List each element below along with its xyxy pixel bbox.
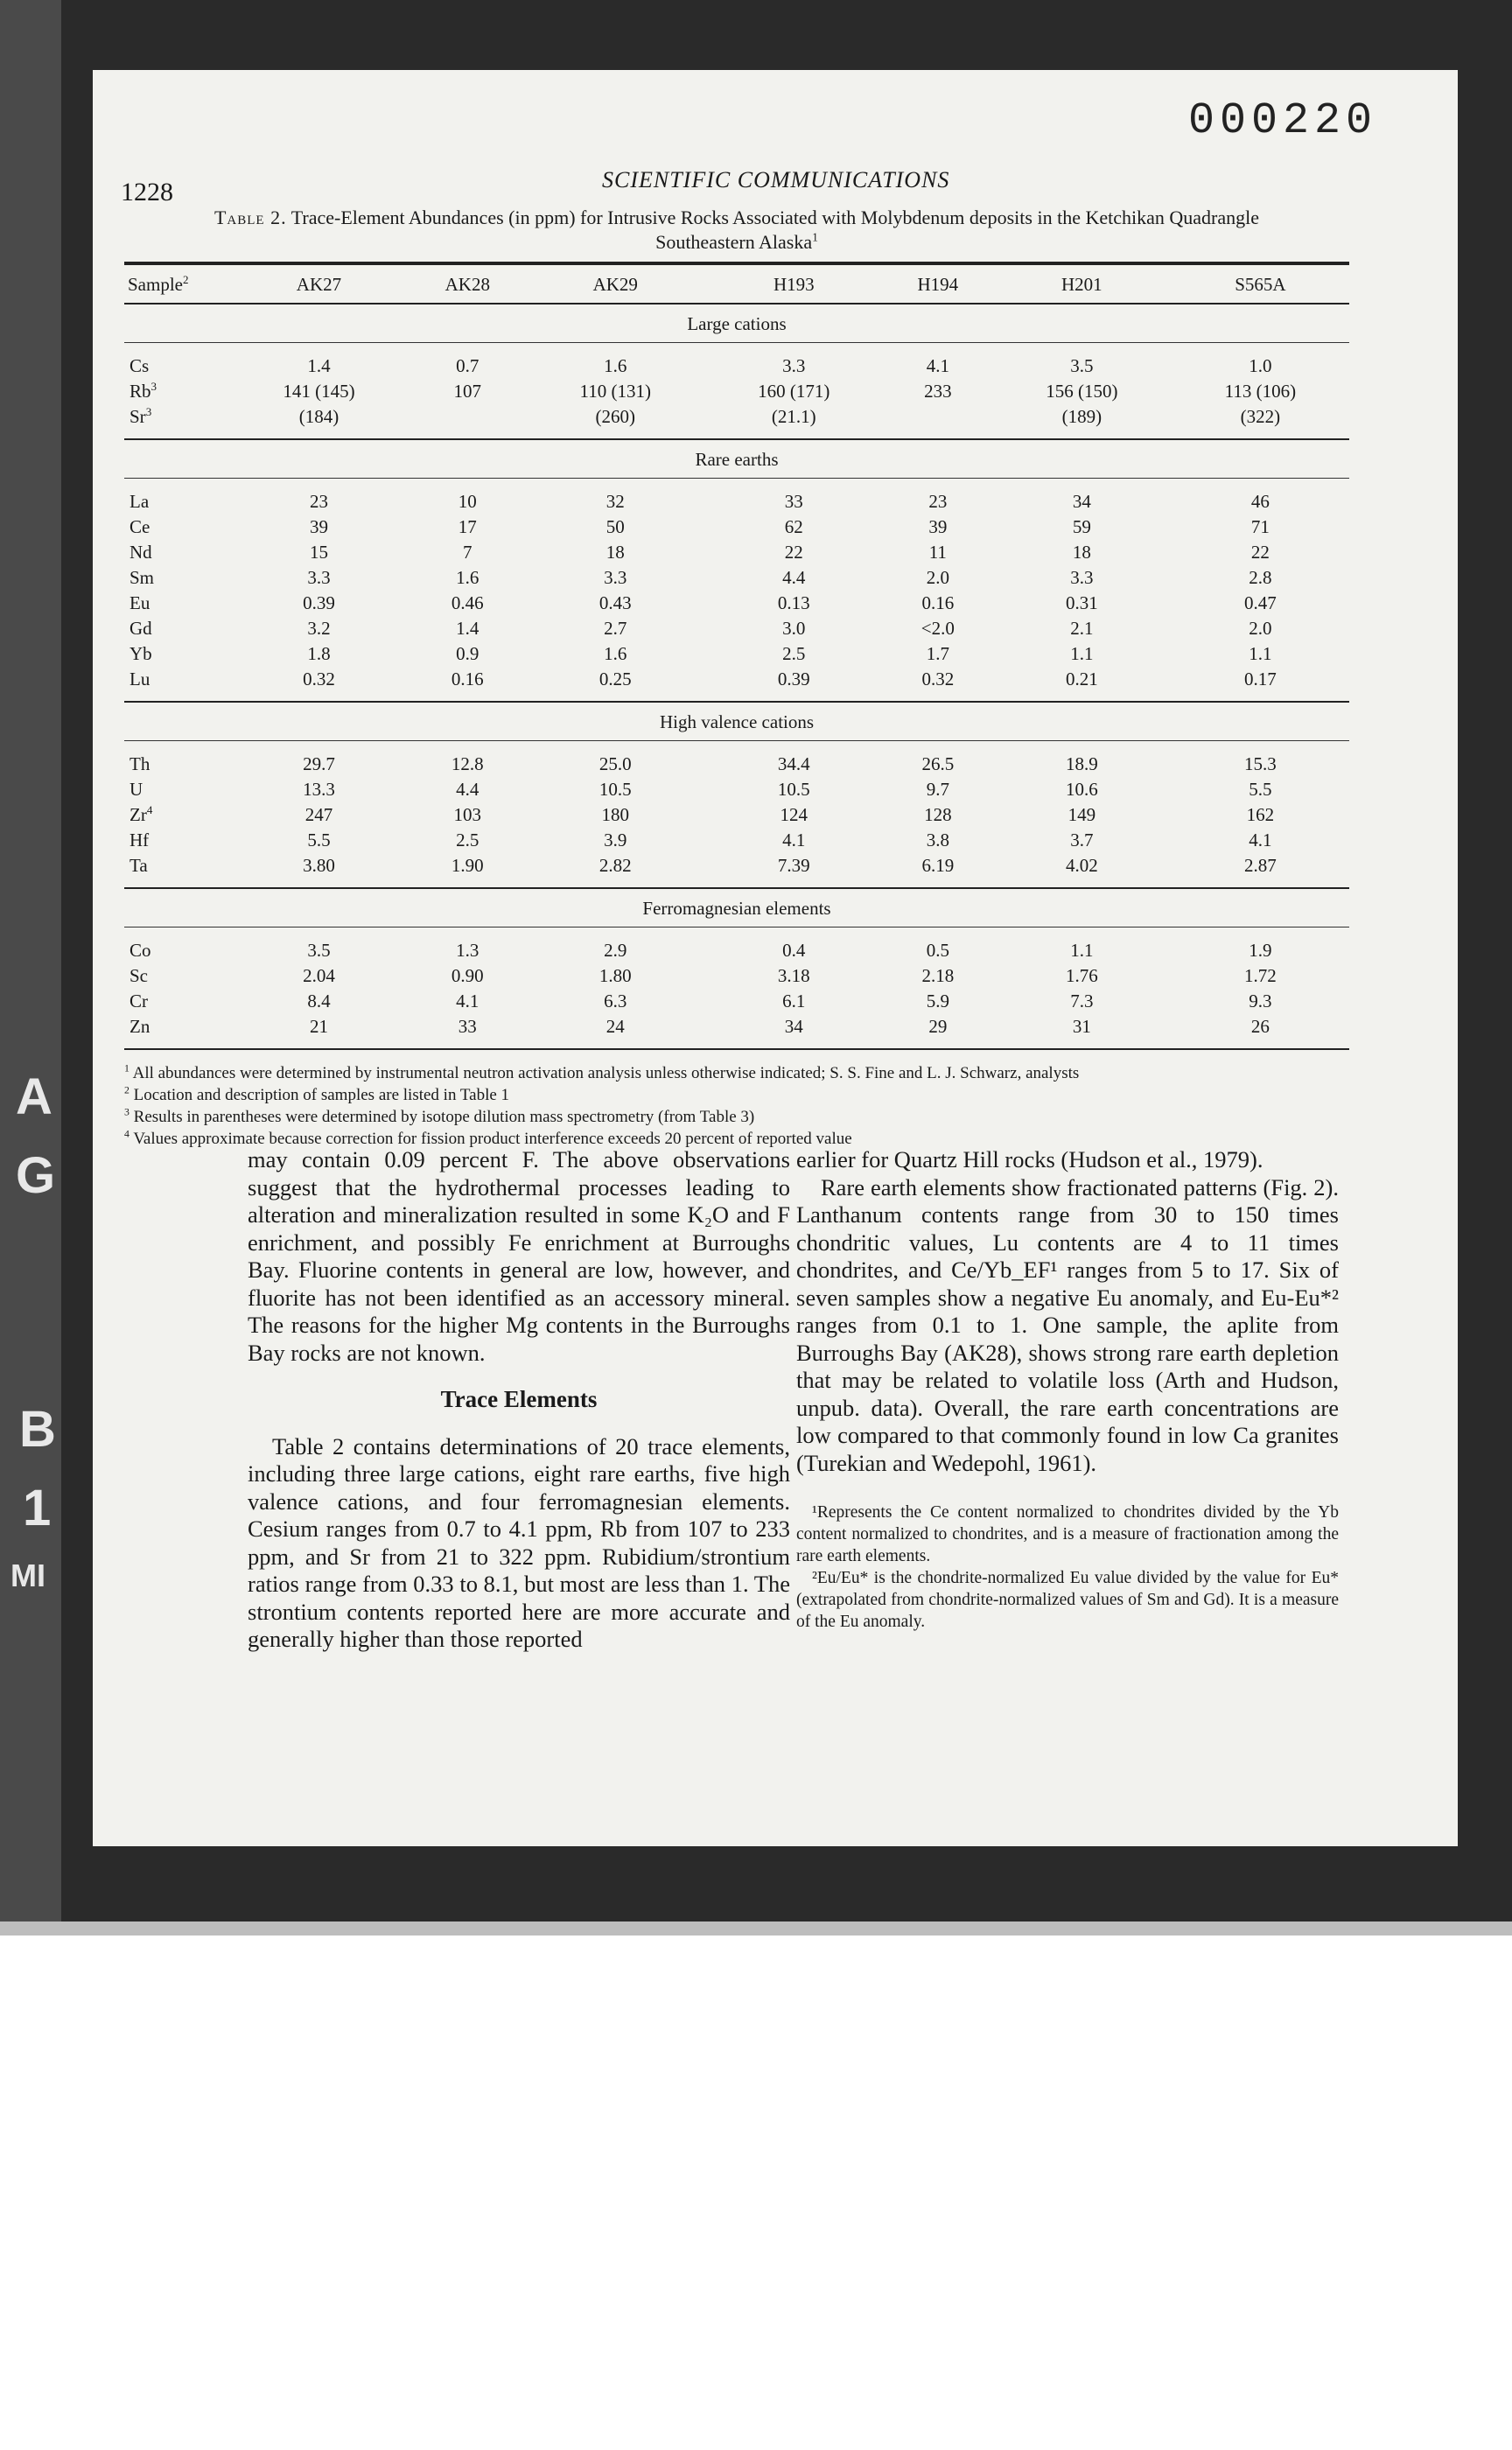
table-cell: 3.3 xyxy=(604,567,627,588)
footnote: ¹Represents the Ce content normalized to chondrites divided by the Yb content normalized to chondrites, and is a measure of fractionation among the rare earth elements. xyxy=(796,1503,1339,1565)
table-cell: 156 (150) xyxy=(1046,381,1118,402)
table-cell: 3.5 xyxy=(307,940,331,961)
table-cell: 6.1 xyxy=(782,990,806,1012)
table-cell: 141 (145) xyxy=(283,381,355,402)
edge-glyph: 1 xyxy=(23,1480,52,1536)
table-cell: 3.80 xyxy=(229,853,409,888)
edge-glyph: A xyxy=(16,1068,52,1125)
table-cell: 3.7 xyxy=(1070,830,1094,850)
table-footnote: $^4$ Values approximate because correction for fission product interference exceeds 20 percent of reported value xyxy=(124,1128,852,1148)
table-cell: 0.13 xyxy=(777,592,810,613)
element-label: Cr xyxy=(130,990,148,1012)
table-cell: 15.3 xyxy=(1244,753,1277,774)
left-scan-edge xyxy=(0,0,61,1934)
table-cell: 2.18 xyxy=(921,965,955,986)
table-row xyxy=(124,928,1349,964)
table-cell: 0.4 xyxy=(782,940,806,961)
element-label: Th xyxy=(130,753,150,774)
table-cell: 71 xyxy=(1250,516,1270,537)
table-caption-text: Trace-Element Abundances (in ppm) for Intrusive Rocks Associated with Molybdenum deposits in the Ketchikan Quadrangle Southeastern Alaska xyxy=(290,206,1259,253)
table-cell: 3.0 xyxy=(782,618,806,639)
table-row xyxy=(124,641,1349,667)
element-label: Zn xyxy=(124,1014,229,1049)
table-cell: 2.1 xyxy=(1070,618,1094,639)
table-row xyxy=(124,343,1349,380)
table-cell: (260) xyxy=(527,404,704,439)
table-cell: 2.04 xyxy=(303,965,335,986)
table-cell: 2.5 xyxy=(456,830,480,850)
column-header: H194 xyxy=(884,264,992,304)
document-stamp: 000220 xyxy=(1187,96,1377,146)
table-cell: 26.5 xyxy=(921,753,955,774)
element-label: Ta xyxy=(124,853,229,888)
paragraph: earlier for Quartz Hill rocks (Hudson et al., 1979). xyxy=(796,1146,1264,1172)
table-cell: 110 (131) xyxy=(579,381,651,402)
data-table xyxy=(124,263,1349,1050)
table-cell: 18 xyxy=(1072,542,1091,563)
journal-title: SCIENTIFIC COMMUNICATIONS xyxy=(602,167,950,192)
table-cell: 0.16 xyxy=(921,592,955,613)
table-label: Table 2. xyxy=(214,206,287,228)
table-cell: 2.0 xyxy=(1249,618,1272,639)
table-header-row xyxy=(124,264,1349,304)
table-cell: 160 (171) xyxy=(758,381,830,402)
table-cell: 6.19 xyxy=(884,853,992,888)
element-label: Lu xyxy=(124,667,229,702)
table-cell: 2.87 xyxy=(1172,853,1349,888)
table-cell: <2.0 xyxy=(920,618,955,639)
table-cell: 4.1 xyxy=(456,990,480,1012)
table-cell: 3.9 xyxy=(604,830,627,850)
table-cell: 5.9 xyxy=(926,990,949,1012)
table-cell: 124 xyxy=(780,804,808,825)
table-cell: 1.76 xyxy=(1065,965,1098,986)
table-row xyxy=(124,741,1349,778)
text-column-right xyxy=(796,1146,1339,1633)
table-cell: 50 xyxy=(606,516,625,537)
table-row xyxy=(124,777,1349,802)
table-cell: 5.5 xyxy=(307,830,331,850)
table-cell: 0.32 xyxy=(229,667,409,702)
table-cell: 25.0 xyxy=(598,753,632,774)
section-heading: Trace Elements xyxy=(440,1386,598,1412)
table-cell: 15 xyxy=(309,542,328,563)
table-cell: 21 xyxy=(229,1014,409,1049)
table-cell: 1.3 xyxy=(456,940,480,961)
table-footnotes xyxy=(124,1062,1349,1150)
table-cell: 29.7 xyxy=(303,753,335,774)
table-cell: 0.47 xyxy=(1244,592,1277,613)
column-header: AK27 xyxy=(229,264,409,304)
table-cell: 39 xyxy=(309,516,328,537)
table-cell: 1.80 xyxy=(598,965,632,986)
table-cell: 107 xyxy=(453,381,482,402)
table-cell: 3.2 xyxy=(307,618,331,639)
table-cell: 10 xyxy=(458,491,477,512)
section-title: Ferromagnesian elements xyxy=(124,888,1349,928)
table-cell: 0.43 xyxy=(598,592,632,613)
text-footnotes xyxy=(796,1502,1339,1633)
section-title: Large cations xyxy=(124,304,1349,343)
table-cell: 12.8 xyxy=(451,753,484,774)
table-cell: 1.6 xyxy=(604,643,627,664)
trace-element-table xyxy=(124,206,1349,1150)
table-cell: 31 xyxy=(992,1014,1172,1049)
paragraph: Rare earth elements show fractionated patterns (Fig. 2). Lanthanum contents range from 30 to 150 times chondritic values, Lu contents are 4 to 11 times chondrites, and Ce/Yb_EF¹ ranges from 5 to 17. Six of seven samples show a negative Eu anomaly, and Eu-Eu*² ranges from 0.1 to 1. One sample, the aplite from Burroughs Bay (AK28), shows strong rare earth depletion that may be related to volatile loss (Arth and Hudson, unpub. data). Overall, the rare earth concentrations are low compared to that commonly found in low Ca granites (Turekian and Wedepohl, 1961). xyxy=(796,1173,1339,1476)
paragraph: may contain 0.09 percent F. The above observations suggest that the hydrothermal processes leading to alteration and mineralization resulted in some K₂O and F enrichment, and possibly Fe enrichment at Burroughs Bay. Fluorine contents in general are low, however, and fluorite has not been identified as an accessory mineral. The reasons for the higher Mg contents in the Burroughs Bay rocks are not known. xyxy=(248,1146,790,1366)
table-cell: 247 xyxy=(304,804,333,825)
table-cell: 149 xyxy=(1068,804,1096,825)
table-cell: 24 xyxy=(527,1014,704,1049)
table-cell: 1.6 xyxy=(604,355,627,376)
table-cell: 4.1 xyxy=(782,830,806,850)
table-cell: 1.0 xyxy=(1249,355,1272,376)
table-cell: 0.46 xyxy=(451,592,484,613)
element-label: Nd xyxy=(130,542,152,563)
table-cell: 0.17 xyxy=(1172,667,1349,702)
table-row xyxy=(124,591,1349,616)
table-cell: 6.3 xyxy=(604,990,627,1012)
sample-header: Sample$^2$ xyxy=(124,264,229,304)
element-label: Yb xyxy=(130,643,152,664)
table-cell xyxy=(409,404,527,439)
table-cell: 22 xyxy=(1250,542,1270,563)
table-cell: 1.90 xyxy=(409,853,527,888)
element-label: Zr$^4$ xyxy=(130,803,153,825)
table-cell: 5.5 xyxy=(1249,779,1272,800)
table-cell: 9.3 xyxy=(1249,990,1272,1012)
table-cell: 26 xyxy=(1172,1014,1349,1049)
table-cell: 162 xyxy=(1246,804,1275,825)
scan-bottom-strip xyxy=(0,1922,1512,1936)
column-header: AK29 xyxy=(527,264,704,304)
table-cell: 32 xyxy=(606,491,625,512)
table-cell: 103 xyxy=(453,804,482,825)
table-cell: 2.0 xyxy=(926,567,949,588)
table-cell: 10.5 xyxy=(777,779,810,800)
table-cell: 13.3 xyxy=(303,779,335,800)
table-cell: 2.5 xyxy=(782,643,806,664)
table-cell: 3.5 xyxy=(1070,355,1094,376)
table-cell: 33 xyxy=(784,491,803,512)
table-cell: 4.02 xyxy=(992,853,1172,888)
table-cell: 1.7 xyxy=(926,643,949,664)
table-row xyxy=(124,479,1349,515)
table-cell: 34 xyxy=(704,1014,884,1049)
section-row xyxy=(124,304,1349,343)
table-cell: 0.32 xyxy=(884,667,992,702)
table-cell: 29 xyxy=(884,1014,992,1049)
table-row xyxy=(124,853,1349,888)
section-row xyxy=(124,702,1349,741)
table-cell: 7.39 xyxy=(704,853,884,888)
table-cell: 1.8 xyxy=(307,643,331,664)
edge-glyph: G xyxy=(16,1147,56,1204)
table-caption xyxy=(124,206,1349,255)
table-cell: 0.39 xyxy=(704,667,884,702)
element-label: Ce xyxy=(130,516,150,537)
caption-footnote-mark: 1 xyxy=(812,230,818,244)
table-cell: 1.6 xyxy=(456,567,480,588)
table-cell: 33 xyxy=(409,1014,527,1049)
element-label: Co xyxy=(130,940,151,961)
table-cell: 0.31 xyxy=(1065,592,1098,613)
column-header: AK28 xyxy=(409,264,527,304)
table-row xyxy=(124,565,1349,591)
table-cell: (322) xyxy=(1172,404,1349,439)
table-row xyxy=(124,616,1349,641)
table-cell: 23 xyxy=(309,491,328,512)
table-row xyxy=(124,802,1349,828)
table-cell: 46 xyxy=(1250,491,1270,512)
table-cell: (189) xyxy=(992,404,1172,439)
edge-glyph: B xyxy=(19,1401,56,1458)
table-cell: 7.3 xyxy=(1070,990,1094,1012)
table-cell: 128 xyxy=(924,804,952,825)
table-cell: 0.25 xyxy=(527,667,704,702)
element-label: U xyxy=(130,779,144,800)
table-row xyxy=(124,1014,1349,1049)
table-cell: 11 xyxy=(928,542,947,563)
table-row xyxy=(124,828,1349,853)
table-cell: 7 xyxy=(463,542,472,563)
table-cell: 1.4 xyxy=(456,618,480,639)
element-label: Rb$^3$ xyxy=(130,380,158,402)
table-cell: 2.82 xyxy=(527,853,704,888)
table-cell: 1.4 xyxy=(307,355,331,376)
blank-area xyxy=(0,1936,1512,2450)
table-cell: (21.1) xyxy=(704,404,884,439)
element-label: Sr$^3$ xyxy=(124,404,229,439)
table-cell: 180 xyxy=(601,804,629,825)
table-cell: 0.9 xyxy=(456,643,480,664)
table-row xyxy=(124,514,1349,540)
table-cell: 1.1 xyxy=(1070,643,1094,664)
table-row xyxy=(124,404,1349,439)
table-cell: 1.1 xyxy=(1070,940,1094,961)
table-cell: 0.90 xyxy=(451,965,484,986)
table-cell: 10.5 xyxy=(598,779,632,800)
table-cell: 3.8 xyxy=(926,830,949,850)
table-cell xyxy=(884,404,992,439)
text-column-left xyxy=(248,1146,790,1654)
column-header: S565A xyxy=(1172,264,1349,304)
table-cell: 9.7 xyxy=(926,779,949,800)
table-cell: 1.1 xyxy=(1249,643,1272,664)
table-footnote: $^2$ Location and description of samples are listed in Table 1 xyxy=(124,1084,510,1104)
table-cell: 17 xyxy=(458,516,477,537)
table-cell: 34 xyxy=(1072,491,1091,512)
paragraph: Table 2 contains determinations of 20 trace elements, including three large cations, eight rare earths, five high valence cations, and four ferromagnesian elements. Cesium ranges from 0.7 to 4.1 ppm, Rb from 107 to 233 ppm, and Sr from 21 to 322 ppm. Rubidium/strontium ratios range from 0.33 to 8.1, but most are less than 1. The strontium contents reported here are more accurate and generally higher than those reported xyxy=(248,1432,790,1652)
table-cell: 22 xyxy=(784,542,803,563)
table-cell: 0.7 xyxy=(456,355,480,376)
table-cell: 4.1 xyxy=(1249,830,1272,850)
table-row xyxy=(124,379,1349,404)
element-label: Eu xyxy=(130,592,150,613)
section-title: High valence cations xyxy=(124,702,1349,741)
table-cell: 0.39 xyxy=(303,592,335,613)
table-cell: 0.16 xyxy=(409,667,527,702)
table-cell: 62 xyxy=(784,516,803,537)
table-cell: 4.4 xyxy=(782,567,806,588)
table-row xyxy=(124,667,1349,702)
table-cell: 23 xyxy=(928,491,948,512)
table-cell: 2.8 xyxy=(1249,567,1272,588)
table-cell: 0.5 xyxy=(926,940,949,961)
table-footnote: $^3$ Results in parentheses were determined by isotope dilution mass spectrometry (from Table 3) xyxy=(124,1106,755,1126)
page-number: 1228 xyxy=(121,178,173,206)
table-cell: 4.1 xyxy=(926,355,949,376)
table-cell: 1.72 xyxy=(1244,965,1277,986)
table-row xyxy=(124,963,1349,989)
table-cell: 3.3 xyxy=(782,355,806,376)
table-cell: 2.7 xyxy=(604,618,627,639)
table-cell: 0.21 xyxy=(992,667,1172,702)
element-label: Cs xyxy=(130,355,150,376)
column-header: H201 xyxy=(992,264,1172,304)
table-cell: 34.4 xyxy=(777,753,810,774)
table-row xyxy=(124,989,1349,1014)
table-row xyxy=(124,540,1349,565)
table-cell: 3.3 xyxy=(307,567,331,588)
table-cell: 233 xyxy=(924,381,952,402)
element-label: La xyxy=(130,491,150,512)
table-cell: 1.9 xyxy=(1249,940,1272,961)
table-cell: 3.18 xyxy=(777,965,810,986)
table-cell: 18 xyxy=(606,542,625,563)
table-cell: 3.3 xyxy=(1070,567,1094,588)
running-head xyxy=(121,109,1346,206)
table-cell: 59 xyxy=(1072,516,1091,537)
element-label: Hf xyxy=(130,830,150,850)
table-cell: 18.9 xyxy=(1065,753,1098,774)
table-cell: 2.9 xyxy=(604,940,627,961)
table-cell: (184) xyxy=(229,404,409,439)
edge-glyph: MI xyxy=(10,1558,46,1593)
table-footnote: $^1$ All abundances were determined by instrumental neutron activation analysis unless otherwise indicated; S. S. Fine and L. J. Schwarz, analysts xyxy=(124,1062,1080,1082)
table-cell: 113 (106) xyxy=(1224,381,1297,402)
section-title: Rare earths xyxy=(124,439,1349,479)
column-header: H193 xyxy=(704,264,884,304)
table-cell: 39 xyxy=(928,516,948,537)
table-cell: 10.6 xyxy=(1065,779,1098,800)
element-label: Sc xyxy=(130,965,148,986)
section-row xyxy=(124,888,1349,928)
table-cell: 4.4 xyxy=(456,779,480,800)
table-cell: 8.4 xyxy=(307,990,331,1012)
element-label: Gd xyxy=(130,618,152,639)
section-row xyxy=(124,439,1349,479)
element-label: Sm xyxy=(130,567,155,588)
footnote: ²Eu/Eu* is the chondrite-normalized Eu value divided by the value for Eu* (extrapolated from chondrite-normalized values of Sm and Gd). It is a measure of the Eu anomaly. xyxy=(796,1569,1339,1631)
